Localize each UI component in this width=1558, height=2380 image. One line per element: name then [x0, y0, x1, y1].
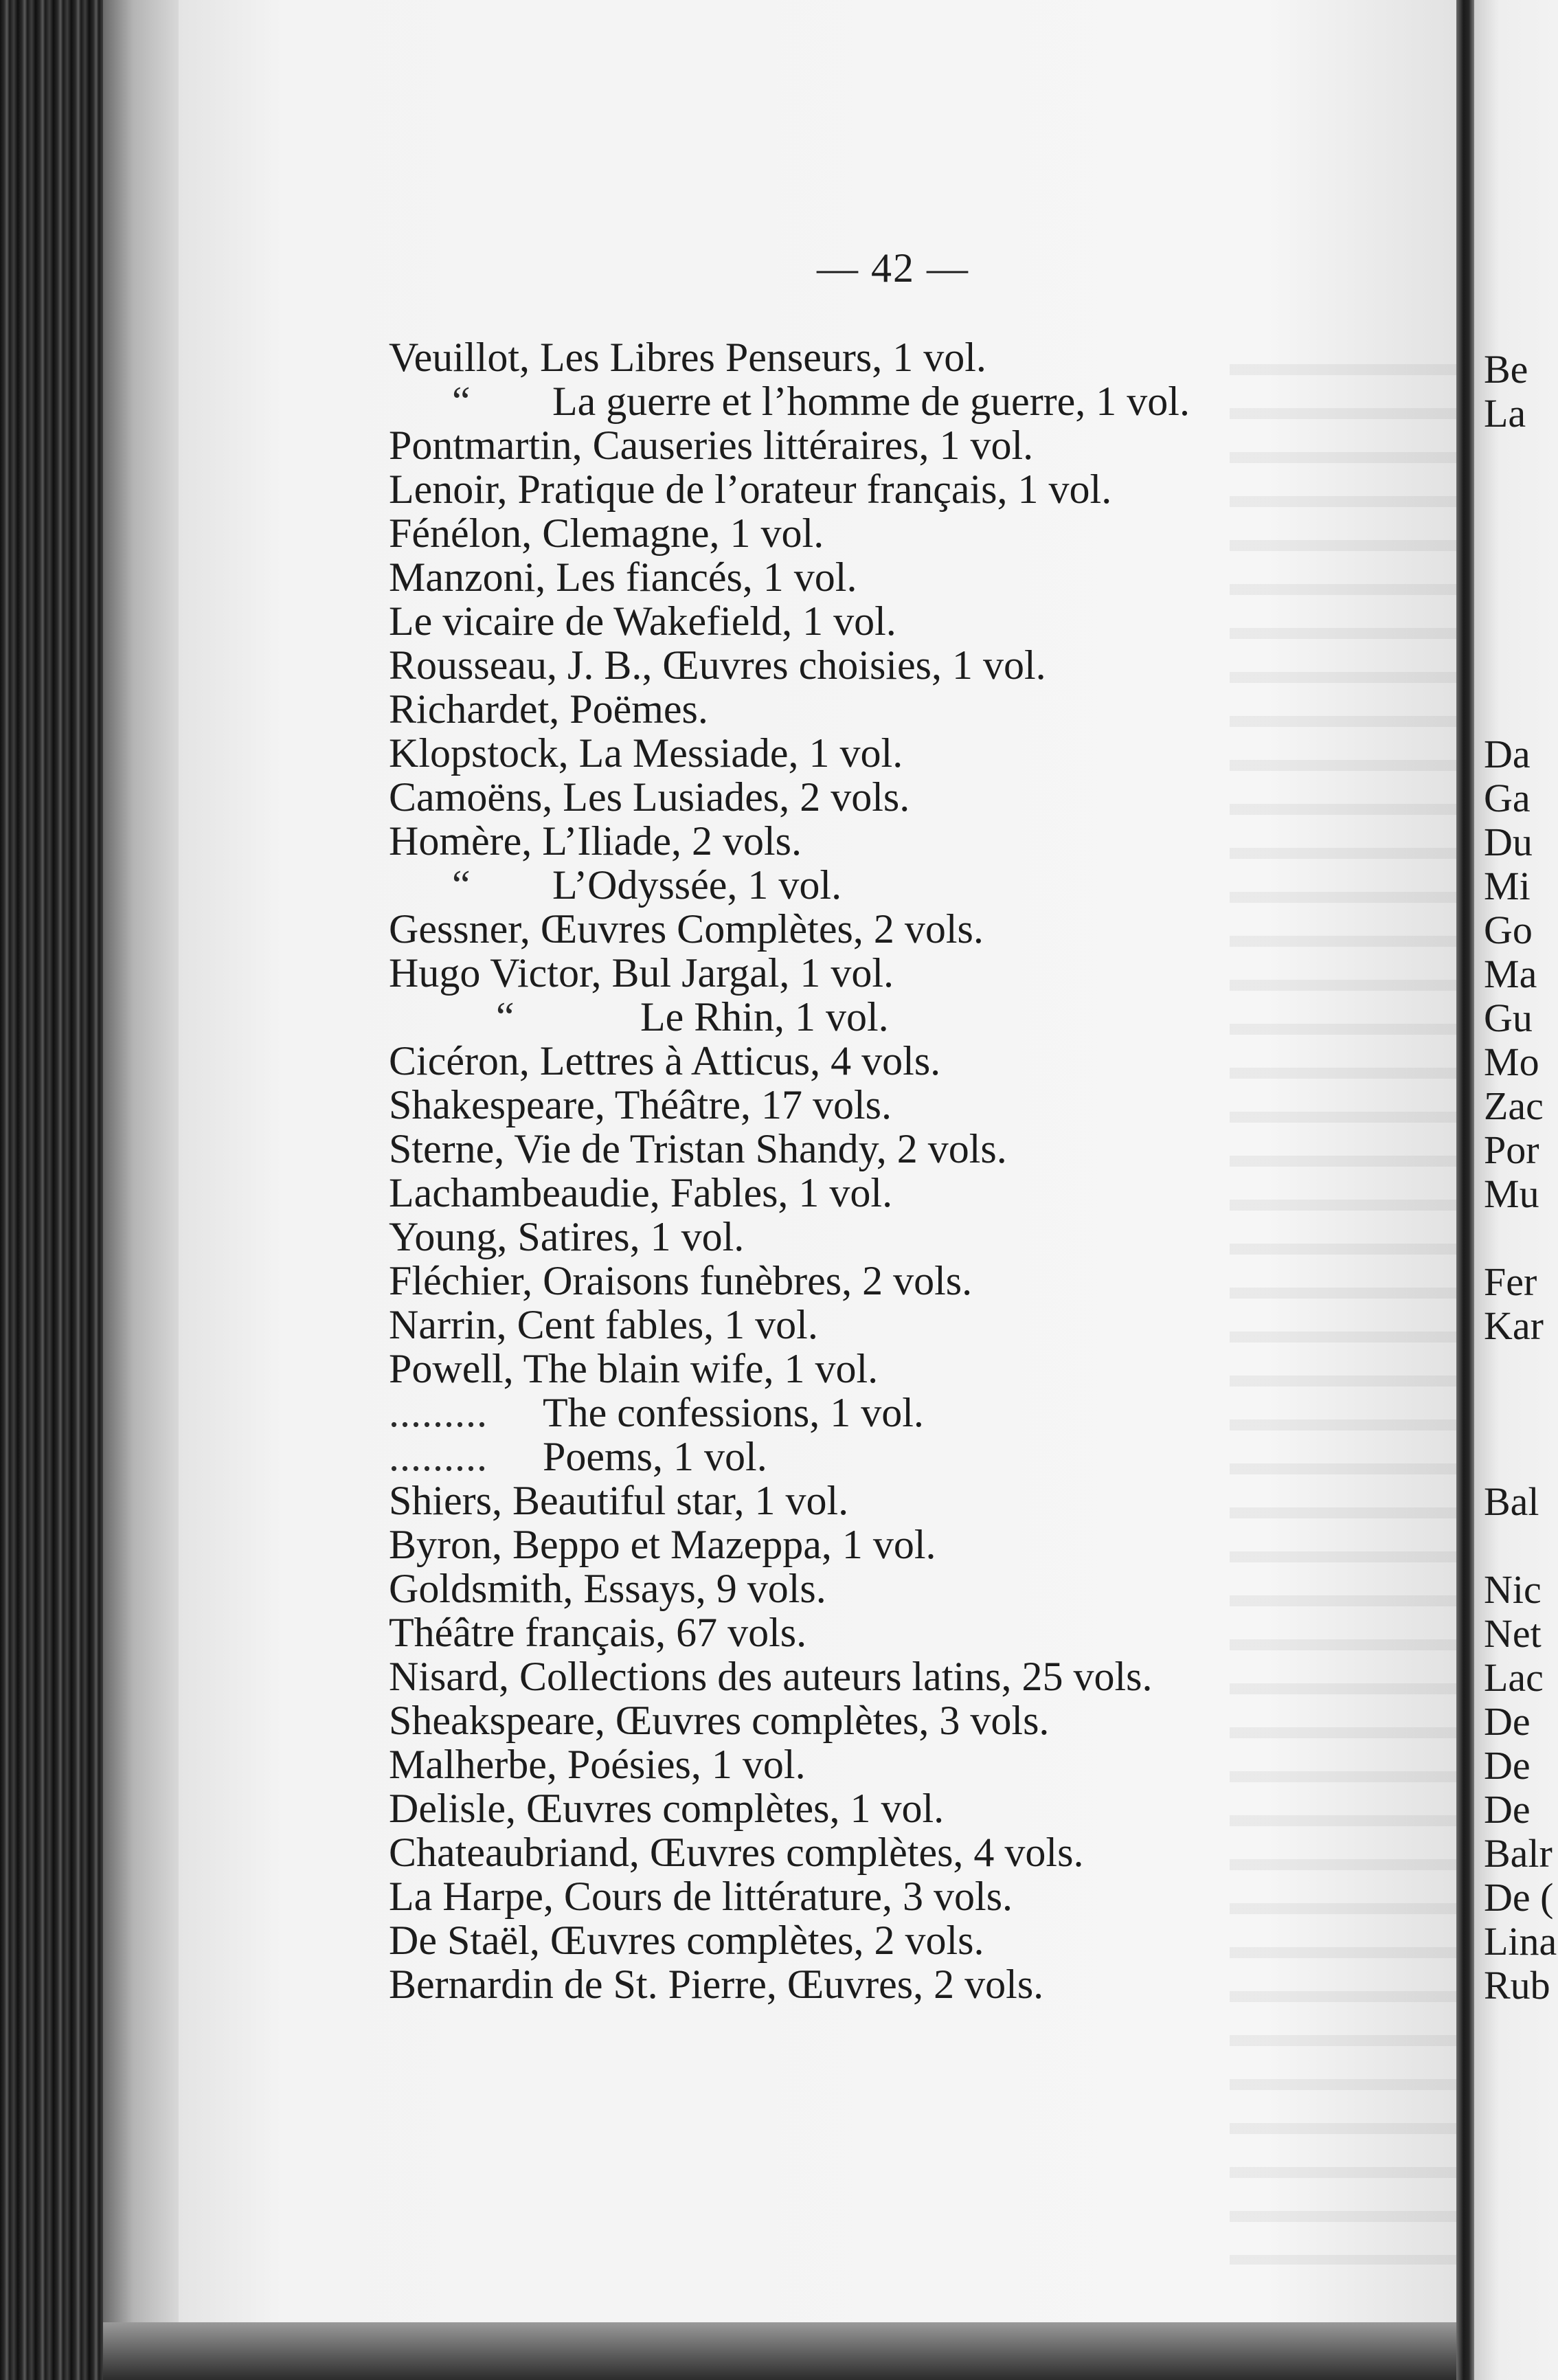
facing-fragment: De ( [1484, 1875, 1554, 1920]
book-binding [0, 0, 103, 2380]
entry-text: Goldsmith, Essays, 9 vols. [389, 1566, 826, 1611]
list-item [389, 1347, 1419, 1391]
entry-text: Byron, Beppo et Mazeppa, 1 vol. [389, 1522, 936, 1567]
facing-fragment: Lac [1484, 1655, 1544, 1700]
entry-text: Shiers, Beautiful star, 1 vol. [389, 1478, 849, 1523]
list-item [389, 1610, 1419, 1654]
list-item [389, 467, 1419, 511]
list-item [389, 775, 1419, 819]
list-item [389, 1303, 1419, 1347]
entry-text: La guerre et l’homme de guerre, 1 vol. [552, 379, 1190, 424]
list-item [389, 1171, 1419, 1215]
list-item [389, 1830, 1419, 1874]
facing-fragment: Gu [1484, 996, 1533, 1040]
list-item [389, 1479, 1419, 1523]
entry-text: Rousseau, J. B., Œuvres choisies, 1 vol. [389, 642, 1046, 688]
list-item [389, 731, 1419, 775]
list-item [389, 1962, 1419, 2006]
ditto-dots: ......... [389, 1390, 488, 1435]
list-item [389, 819, 1419, 863]
list-item [389, 1039, 1419, 1083]
list-item [389, 1127, 1419, 1171]
facing-fragment: Mu [1484, 1171, 1539, 1216]
entry-text: Homère, L’Iliade, 2 vols. [389, 818, 802, 864]
ditto-dots: ......... [389, 1434, 488, 1479]
list-item [389, 1391, 1419, 1435]
entry-text: Shakespeare, Théâtre, 17 vols. [389, 1082, 892, 1127]
facing-fragment: De [1484, 1699, 1531, 1744]
list-item [389, 1698, 1419, 1742]
entry-text: Richardet, Poëmes. [389, 686, 708, 732]
list-item [389, 1786, 1419, 1830]
list-item [389, 1654, 1419, 1698]
list-item [389, 1083, 1419, 1127]
entry-text: Bernardin de St. Pierre, Œuvres, 2 vols. [389, 1962, 1044, 2007]
entry-text: Young, Satires, 1 vol. [389, 1214, 745, 1259]
facing-fragment: Bal [1484, 1479, 1539, 1524]
list-item [389, 1435, 1419, 1479]
facing-fragment: De [1484, 1743, 1531, 1788]
list-item [389, 379, 1419, 423]
list-item [389, 599, 1419, 643]
list-item [389, 1259, 1419, 1303]
facing-fragment: Mi [1484, 864, 1531, 908]
entry-text: Chateaubriand, Œuvres complètes, 4 vols. [389, 1830, 1084, 1875]
entry-text: Gessner, Œuvres Complètes, 2 vols. [389, 906, 984, 952]
list-item [389, 1523, 1419, 1567]
entry-text: La Harpe, Cours de littérature, 3 vols. [389, 1874, 1013, 1919]
entry-text: Nisard, Collections des auteurs latins, 25 vols. [389, 1654, 1153, 1699]
entry-text: L’Odyssée, 1 vol. [552, 862, 842, 908]
entry-text: The confessions, 1 vol. [543, 1390, 924, 1435]
entry-text: Cicéron, Lettres à Atticus, 4 vols. [389, 1038, 941, 1084]
page-edges [103, 0, 179, 2380]
facing-fragment: Fer [1484, 1259, 1537, 1304]
page-number: — 42 — [817, 245, 969, 291]
list-item [389, 863, 1419, 907]
entry-text: Sterne, Vie de Tristan Shandy, 2 vols. [389, 1126, 1007, 1171]
list-item [389, 1742, 1419, 1786]
entry-text: Sheakspeare, Œuvres complètes, 3 vols. [389, 1698, 1050, 1743]
entry-text: Fénélon, Clemagne, 1 vol. [389, 510, 824, 556]
facing-fragment: Zac [1484, 1084, 1544, 1128]
entry-text: Camoëns, Les Lusiades, 2 vols. [389, 774, 910, 820]
list-item [389, 951, 1419, 995]
list-item [389, 511, 1419, 555]
facing-fragment: Por [1484, 1127, 1539, 1172]
entry-text: Poems, 1 vol. [543, 1434, 767, 1479]
entry-text: Le Rhin, 1 vol. [640, 994, 889, 1040]
list-item [389, 423, 1419, 467]
facing-fragment: Lina [1484, 1919, 1557, 1964]
list-item [389, 555, 1419, 599]
list-item [389, 687, 1419, 731]
bottom-shadow [103, 2322, 1456, 2380]
facing-fragment: Net [1484, 1611, 1542, 1656]
facing-fragment: Nic [1484, 1567, 1542, 1612]
facing-fragment: Balr [1484, 1831, 1553, 1876]
entry-text: Manzoni, Les fiancés, 1 vol. [389, 554, 857, 600]
list-item [389, 1215, 1419, 1259]
entry-text: Fléchier, Oraisons funèbres, 2 vols. [389, 1258, 973, 1303]
entry-text: Théâtre français, 67 vols. [389, 1610, 807, 1655]
facing-fragment: Rub [1484, 1963, 1550, 2008]
list-item [389, 907, 1419, 951]
facing-fragment: La [1484, 391, 1526, 436]
entry-text: Pontmartin, Causeries littéraires, 1 vol. [389, 423, 1034, 468]
entry-text: Lachambeaudie, Fables, 1 vol. [389, 1170, 893, 1215]
entry-text: Veuillot, Les Libres Penseurs, 1 vol. [389, 335, 986, 380]
list-item [389, 1918, 1419, 1962]
facing-fragment: Mo [1484, 1040, 1539, 1084]
list-item [389, 643, 1419, 687]
list-item [389, 1874, 1419, 1918]
entry-text: Delisle, Œuvres complètes, 1 vol. [389, 1786, 945, 1831]
ditto-mark: “ [496, 994, 515, 1040]
ditto-mark: “ [452, 379, 471, 424]
list-item [389, 995, 1419, 1039]
facing-fragment: Du [1484, 820, 1533, 864]
entry-text: De Staël, Œuvres complètes, 2 vols. [389, 1918, 984, 1963]
facing-fragment: De [1484, 1787, 1531, 1832]
entry-text: Le vicaire de Wakefield, 1 vol. [389, 598, 896, 644]
entry-text: Malherbe, Poésies, 1 vol. [389, 1742, 806, 1787]
facing-fragment: Da [1484, 732, 1531, 776]
list-item [389, 335, 1419, 379]
list-item [389, 1567, 1419, 1610]
entry-text: Klopstock, La Messiade, 1 vol. [389, 730, 903, 776]
entry-text: Hugo Victor, Bul Jargal, 1 vol. [389, 950, 894, 996]
ditto-mark: “ [452, 862, 471, 908]
entry-text: Powell, The blain wife, 1 vol. [389, 1346, 879, 1391]
entry-text: Narrin, Cent fables, 1 vol. [389, 1302, 818, 1347]
facing-fragment: Ga [1484, 776, 1531, 820]
facing-fragment: Ma [1484, 952, 1537, 996]
facing-fragment: Be [1484, 347, 1528, 392]
book-list [389, 335, 1419, 2006]
facing-fragment: Go [1484, 908, 1533, 952]
facing-fragment: Kar [1484, 1303, 1544, 1348]
book-gutter [1456, 0, 1474, 2380]
entry-text: Lenoir, Pratique de l’orateur français, 1 vol. [389, 467, 1112, 512]
